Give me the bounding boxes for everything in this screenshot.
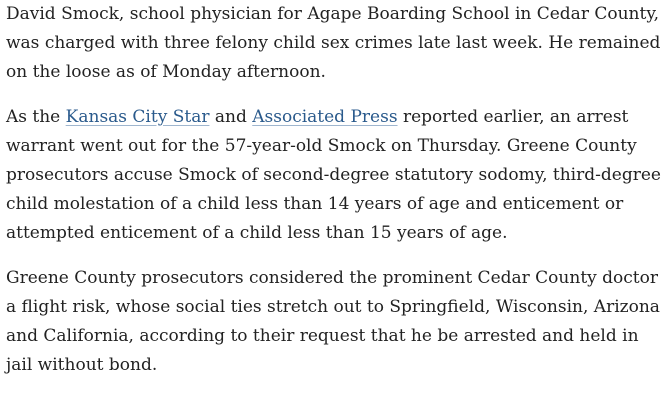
paragraph-2 (6, 103, 662, 248)
paragraph-2-text-before: As the (6, 107, 66, 127)
paragraph-1 (6, 0, 662, 87)
paragraph-2-text-middle: and (209, 107, 253, 127)
associated-press-link[interactable]: Associated Press (252, 107, 398, 127)
kansas-city-star-link[interactable]: Kansas City Star (65, 107, 210, 127)
paragraph-1-text: David Smock, school physician for Agape Boarding School in Cedar County, was charged with three felony child sex crimes late last week. He remained on the loose as of Monday afternoon. (6, 4, 661, 82)
paragraph-3-text: Greene County prosecutors considered the prominent Cedar County doctor a flight risk, whose social ties stretch out to Springfield, Wisconsin, Arizona and California, according to their request that he be arrested and held in jail without bond. (6, 268, 660, 375)
paragraph-2-text-after: reported earlier, an arrest warrant went out for the 57-year-old Smock on Thursday. Greene County prosecutors accuse Smock of second-degree statutory sodomy, third-degree child molestation of a child less than 14 years of age and enticement or attempted enticement of a child less than 15 years of age. (6, 107, 661, 243)
paragraph-3 (6, 264, 662, 380)
